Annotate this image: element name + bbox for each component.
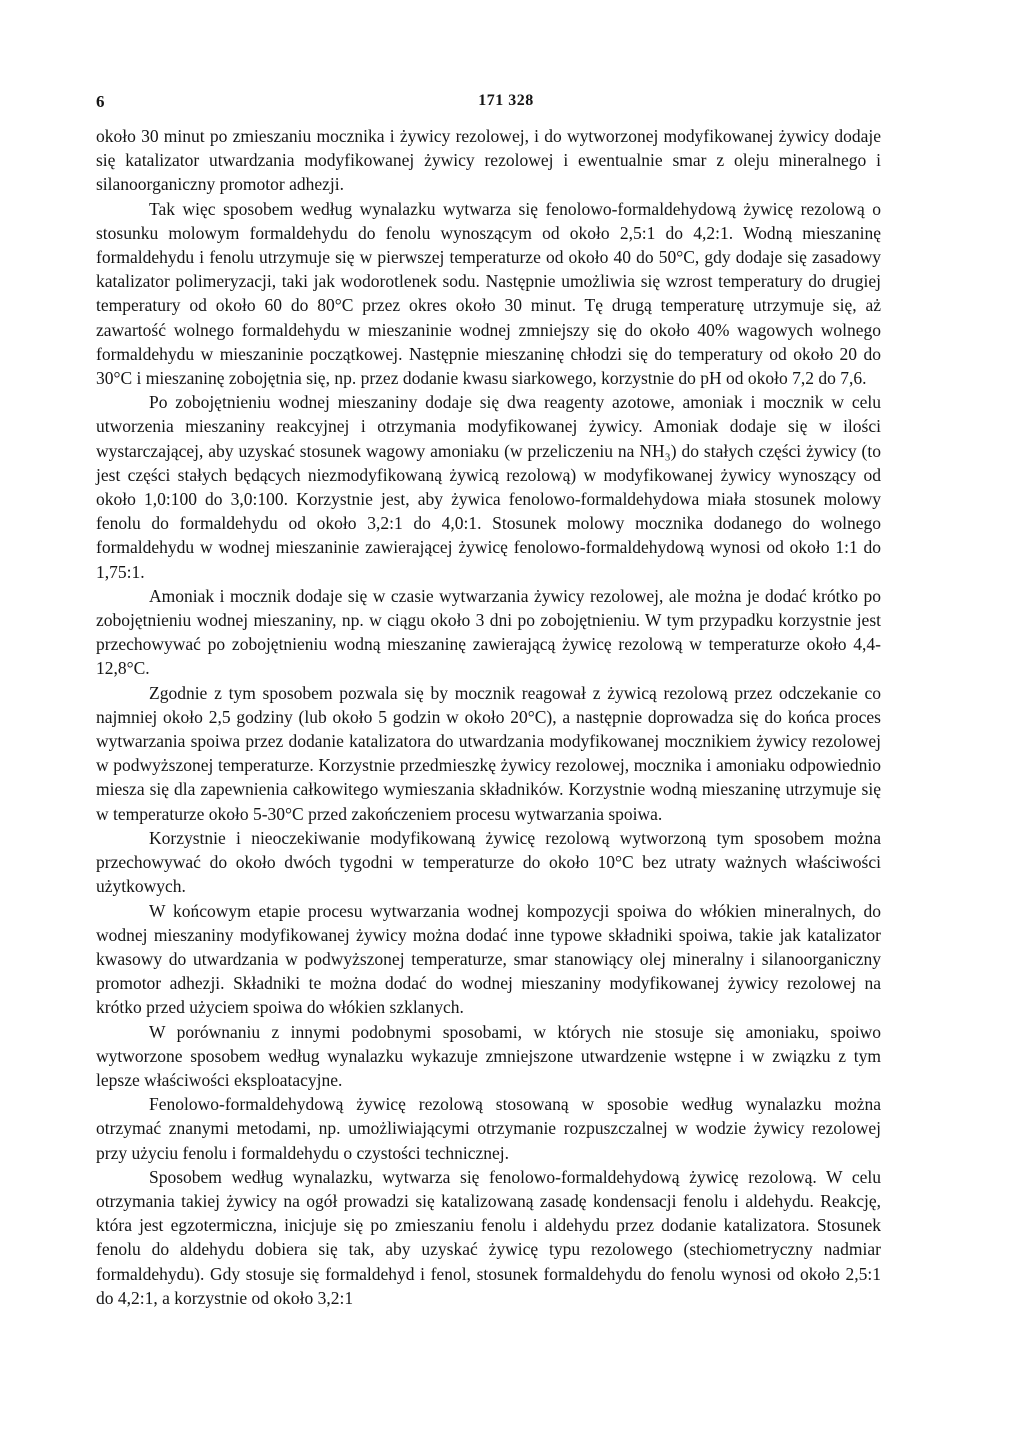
paragraph-3: Po zobojętnieniu wodnej mieszaniny dodaje się dwa reagenty azotowe, amoniak i mocznik w celu utworzenia mieszaniny reakcyjnej i otrzymania modyfikowanej żywicy. Amoniak dodaje się w ilości wystarczającej, aby uzyskać stosunek wagowy amoniaku (w przeliczeniu na NH₃) do stałych części żywicy (to jest części stałych będących niezmodyfikowaną żywicą rezolową) w modyfikowanej żywicy wynoszący od około 1,0:100 do 3,0:100. Korzystnie jest, aby żywica fenolowo-formaldehydowa miała stosunek molowy fenolu do formaldehydu od około 3,2:1 do 4,0:1. Stosunek molowy mocznika dodanego do wolnego formaldehydu w wodnej mieszaninie zawierającej żywicę fenolowo-formaldehydową wynosi od około 1:1 do 1,75:1. (96, 392, 881, 582)
paragraph-4: Amoniak i mocznik dodaje się w czasie wytwarzania żywicy rezolowej, ale można je dodać krótko po zobojętnieniu wodnej mieszaniny, np. w ciągu około 3 dni po zobojętnieniu. W tym przypadku korzystnie jest przechowywać po zobojętnieniu wodną mieszaninę zawierającą żywicę rezolową w temperaturze około 4,4-12,8°C. (96, 585, 881, 679)
paragraph-5: Zgodnie z tym sposobem pozwala się by mocznik reagował z żywicą rezolową przez odczekanie co najmniej około 2,5 godziny (lub około 5 godzin w około 20°C), a następnie doprowadza się do końca proces wytwarzania spoiwa przez dodanie katalizatora do utwardzania modyfikowanej mocznikiem żywicy rezolowej w podwyższonej temperaturze. Korzystnie przedmieszkę żywicy rezolowej, mocznika i amoniaku odpowiednio miesza się dla zapewnienia całkowitego wymieszania składników. Korzystnie wodną mieszaninę utrzymuje się w temperaturze około 5-30°C przed zakończeniem procesu wytwarzania spoiwa. (96, 682, 881, 824)
paragraph-6: Korzystnie i nieoczekiwanie modyfikowaną żywicę rezolową wytworzoną tym sposobem można przechowywać do około dwóch tygodni w temperaturze do około 10°C bez utraty ważnych właściwości użytkowych. (96, 827, 881, 897)
page-header (96, 92, 916, 114)
paragraph-1: około 30 minut po zmieszaniu mocznika i żywicy rezolowej, i do wytworzonej modyfikowanej żywicy dodaje się katalizator utwardzania modyfikowanej żywicy rezolowej i ewentualnie smar z oleju mineralnego i silanoorganiczny promotor adhezji. (96, 126, 881, 195)
paragraph-2: Tak więc sposobem według wynalazku wytwarza się fenolowo-formaldehydową żywicę rezolową o stosunku molowym formaldehydu do fenolu wynoszącym od około 2,5:1 do 4,2:1. Wodną mieszaninę formaldehydu i fenolu utrzymuje się w pierwszej temperaturze od około 40 do 50°C, gdy dodaje się zasadowy katalizator polimeryzacji, taki jak wodorotlenek sodu. Następnie umożliwia się wzrost temperatury do drugiej temperatury od około 60 do 80°C przez okres około 30 minut. Tę drugą temperaturę utrzymuje się, aż zawartość wolnego formaldehydu w mieszaninie wodnej zmniejszy się do około 40% wagowych wolnego formaldehydu w mieszaninie początkowej. Następnie mieszaninę chłodzi się do temperatury od około 20 do 30°C i mieszaninę zobojętnia się, np. przez dodanie kwasu siarkowego, korzystnie do pH od około 7,2 do 7,6. (96, 198, 881, 389)
paragraph-9: Fenolowo-formaldehydową żywicę rezolową stosowaną w sposobie według wynalazku można otrzymać znanymi metodami, np. umożliwiającymi otrzymanie rozpuszczalnej w wodzie żywicy rezolowej przy użyciu fenolu i formaldehydu o czystości technicznej. (96, 1094, 881, 1163)
body-text (96, 124, 881, 1310)
document-number: 171 328 (478, 92, 534, 109)
paragraph-8: W porównaniu z innymi podobnymi sposobami, w których nie stosuje się amoniaku, spoiwo wytworzone sposobem według wynalazku wykazuje zmniejszone utwardzenie wstępne i w związku z tym lepsze właściwości eksploatacyjne. (96, 1021, 881, 1090)
page-number: 6 (96, 92, 105, 111)
paragraph-10: Sposobem według wynalazku, wytwarza się fenolowo-formaldehydową żywicę rezolową. W celu otrzymania takiej żywicy na ogół prowadzi się katalizowaną zasadę kondensacji fenolu i aldehydu. Reakcję, która jest egzotermiczna, inicjuje się po zmieszaniu fenolu i aldehydu przez dodanie katalizatora. Stosunek fenolu do aldehydu dobiera się tak, aby uzyskać żywicę typu rezolowego (stechiometryczny nadmiar formaldehydu). Gdy stosuje się formaldehyd i fenol, stosunek formaldehydu do fenolu wynosi od około 2,5:1 do 4,2:1, a korzystnie od około 3,2:1 (96, 1166, 881, 1308)
paragraph-7: W końcowym etapie procesu wytwarzania wodnej kompozycji spoiwa do włókien mineralnych, do wodnej mieszaniny modyfikowanej żywicy można dodać inne typowe składniki spoiwa, takie jak katalizator kwasowy do utwardzania w podwyższonej temperaturze, smar stanowiący olej mineralny i silanoorganiczny promotor adhezji. Składniki te można dodać do wodnej mieszaniny modyfikowanej żywicy rezolowej na krótko przed użyciem spoiwa do włókien szklanych. (96, 900, 881, 1018)
